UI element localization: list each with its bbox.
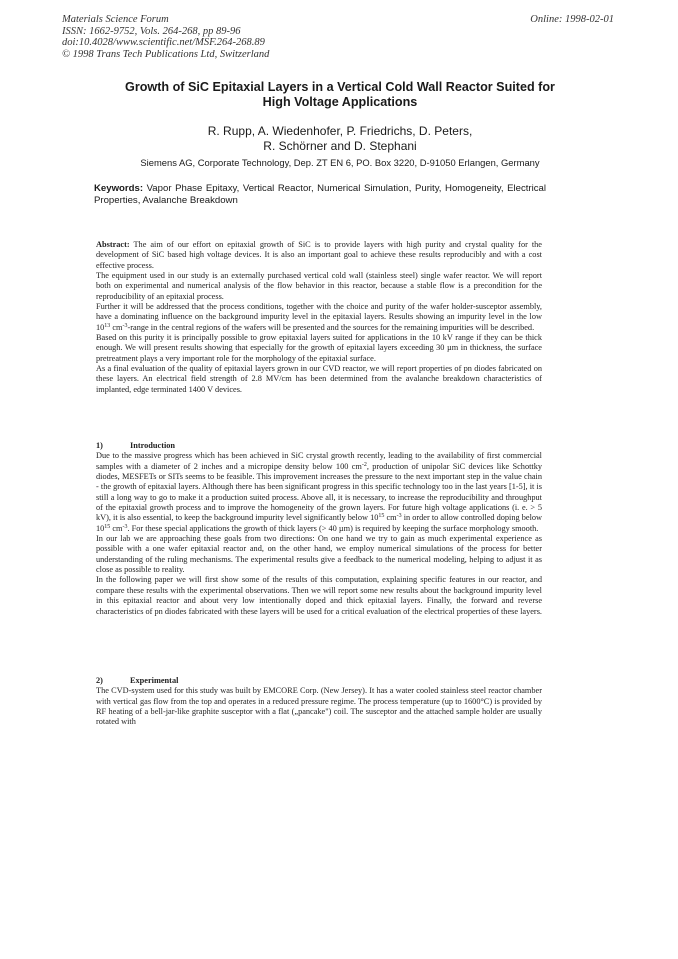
abstract-paragraph-1 bbox=[96, 240, 542, 271]
introduction-paragraph-1 bbox=[96, 451, 542, 534]
section-number: 1) bbox=[96, 441, 103, 450]
superscript: 15 bbox=[104, 523, 111, 530]
section-heading-experimental bbox=[96, 676, 542, 686]
abstract-text-3b: cm bbox=[110, 322, 123, 332]
journal-name: Materials Science Forum bbox=[62, 14, 169, 25]
intro-text-c: cm bbox=[384, 513, 397, 523]
affiliation: Siemens AG, Corporate Technology, Dep. ZT EN 6, PO. Box 3220, D-91050 Erlangen, Germany bbox=[140, 157, 540, 168]
keywords-label: Keywords: bbox=[94, 183, 144, 194]
superscript: -2 bbox=[361, 461, 367, 468]
superscript: -3 bbox=[396, 513, 402, 520]
section-title: Experimental bbox=[130, 676, 179, 685]
abstract-paragraph-2: The equipment used in our study is an externally purchased vertical cold wall (stainless steel) single wafer reactor. We will report both on experimental and numerical analysis of the flow behavior in this reactor, because a stable flow is a precondition for the reproducibility of an epitaxial process. bbox=[96, 271, 542, 301]
abstract-paragraph-4: Based on this purity it is principally possible to grow epitaxial layers suited for applications in the 10 kV range if they can be thick enough. We will present results showing that especially for the growth of epitaxial layers exceeding 30 µm in thickness, the surface pretreatment plays a very important role for the morphology of the epitaxial surface. bbox=[96, 333, 542, 363]
author-line-1: R. Rupp, A. Wiedenhofer, P. Friedrichs, D. Peters, bbox=[207, 124, 473, 138]
introduction-paragraph-2: In our lab we are approaching these goals from two directions: On one hand we try to gain as much experimental experience as possible with a one wafer epitaxial reactor and, on the other hand, we employ numerical simulations of the process for better understanding of the ruling mechanisms. The experimental results give a feedback to the numerical modeling, helping to adjust it as close as possible to reality. bbox=[96, 534, 542, 575]
journal-header bbox=[62, 14, 269, 60]
section-number: 2) bbox=[96, 676, 103, 685]
paper-title bbox=[80, 80, 600, 109]
superscript: 13 bbox=[104, 322, 111, 329]
introduction-section bbox=[96, 441, 542, 617]
superscript: -3 bbox=[122, 523, 128, 530]
superscript: -3 bbox=[122, 322, 128, 329]
keywords bbox=[94, 183, 546, 207]
intro-text-f: . For these special applications the growth of thick layers (> 40 µm) is required by keeping the surface morphology smooth. bbox=[127, 523, 539, 533]
section-title: Introduction bbox=[130, 441, 176, 450]
abstract-paragraph-3 bbox=[96, 302, 542, 333]
experimental-section bbox=[96, 676, 542, 728]
paper-title-line-1: Growth of SiC Epitaxial Layers in a Vertical Cold Wall Reactor Suited for bbox=[125, 80, 555, 94]
abstract-text-3a: Further it will be addressed that the process conditions, together with the choice and purity of the wafer holder-susceptor assembly, have a dominating influence on the background impurity level in the epitaxial layers. Results showing an impurity level in the low 10 bbox=[96, 302, 542, 332]
introduction-paragraph-3: In the following paper we will first show some of the results of this computation, explaining specific features in our reactor, and compare these results with the experimental observations. Then we will report some new results about the background impurity level in this epitaxial reactor and about very low intentionally doped and thick epitaxial layers. Finally, the forward and reverse characteristics of pn diodes fabricated with these layers will be used for a critical evaluation of the electrical properties of these layers. bbox=[96, 575, 543, 616]
intro-text-a: Due to the massive progress which has been achieved in SiC crystal growth recently, leading to the availability of first commercial samples with a diameter of 2 inches and a micropipe density below 100 cm bbox=[96, 451, 542, 471]
author-line-2: R. Schörner and D. Stephani bbox=[263, 138, 417, 153]
abstract-section bbox=[96, 240, 542, 395]
superscript: 15 bbox=[378, 513, 385, 520]
keywords-text: Vapor Phase Epitaxy, Vertical Reactor, Numerical Simulation, Purity, Homogeneity, Electrical Properties, Avalanche Breakdown bbox=[94, 183, 546, 206]
issn-line: ISSN: 1662-9752, Vols. 264-268, pp 89-96 bbox=[62, 25, 241, 37]
author-list bbox=[80, 124, 600, 153]
experimental-paragraph-1: The CVD-system used for this study was built by EMCORE Corp. (New Jersey). It has a water cooled stainless steel reactor chamber with vertical gas flow from the top and operates in a reduced pressure regime. The process temperature (up to 1600°C) is provided by RF heating of a bell-jar-like graphite susceptor with a flat („pancake") coil. The susceptor and the attached sample holder are usually rotated with bbox=[96, 686, 542, 727]
intro-text-e: cm bbox=[110, 523, 123, 533]
abstract-text-1: The aim of our effort on epitaxial growth of SiC is to provide layers with high purity and crystal quality for the development of SiC based high voltage devices. It is also an important goal to achieve these results reproducibly and with a cost effective process. bbox=[96, 240, 542, 270]
doi-line: doi:10.4028/www.scientific.net/MSF.264-268.89 bbox=[62, 37, 265, 49]
paper-title-line-2: High Voltage Applications bbox=[262, 94, 418, 109]
intro-text-d: in order to allow controlled doping below 10 bbox=[96, 513, 543, 533]
copyright-line: © 1998 Trans Tech Publications Ltd, Switzerland bbox=[62, 48, 270, 60]
abstract-text-3c: -range in the central regions of the wafers will be presented and the sources for the remaining impurities will be described. bbox=[127, 322, 535, 332]
online-date: Online: 1998-02-01 bbox=[530, 14, 614, 25]
abstract-label: Abstract: bbox=[96, 240, 130, 249]
abstract-paragraph-5: As a final evaluation of the quality of epitaxial layers grown in our CVD reactor, we will report properties of pn diodes fabricated on these layers. An electrical field strength of 2.8 MV/cm has been determined from the avalanche breakdown characteristics of implanted, edge terminated 1400 V devices. bbox=[96, 364, 542, 394]
intro-text-b: , production of unipolar SiC devices like Schottky diodes, MESFETs or SITs seems to be feasible. This improvement increases the pressure to the next important step in the value chain - the growth of epitaxial layers. Although there has been significant progress in this specific technology too in the last years [1-5], it is still a long way to go to make it a production suited process. Above all, it is necessary, to increase the reproducibility and throughput of the epitaxial growth process and to improve the homogeneity of the grown layers. For future high voltage applications (i. e. > 5 kV), it is also essential, to keep the background impurity level significantly below 10 bbox=[96, 461, 542, 523]
section-heading-introduction bbox=[96, 441, 542, 451]
